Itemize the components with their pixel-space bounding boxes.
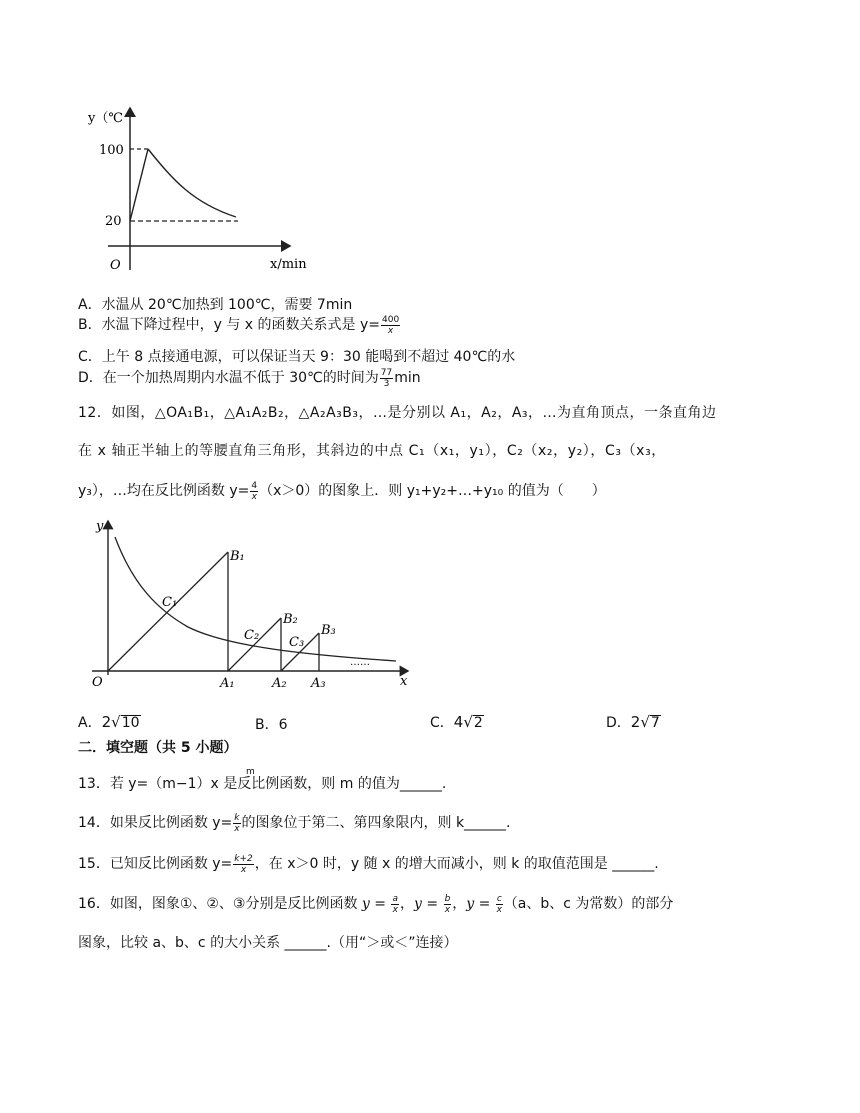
q16-prefix: 16．如图，图象①、②、③分别是反比例函数 <box>78 896 358 912</box>
x-label: x <box>400 674 408 689</box>
cooling-curve <box>148 149 236 217</box>
q12-option-a-coef: 2 <box>101 713 112 731</box>
q16-fraction-c <box>496 894 503 915</box>
q11-option-c: C．上午 8 点接通电源，可以保证当天 9：30 能喝到不超过 40℃的水 <box>78 349 516 365</box>
triangle-1-hyp <box>108 552 228 671</box>
q16-numerator-a: a <box>392 893 398 904</box>
x-axis-label: x/min <box>270 257 307 272</box>
q11-d-fraction <box>380 368 393 389</box>
continuation-dots: …… <box>350 657 370 668</box>
q12-option-d <box>606 712 661 732</box>
q12-option-a-radicand: 10 <box>121 715 140 731</box>
q14-suffix: 的图象位于第二、第四象限内，则 k______. <box>241 815 511 831</box>
q16-denominator-c: x <box>496 904 502 915</box>
radical-sign: √ <box>640 713 650 731</box>
a1-label: A₁ <box>220 676 235 691</box>
q11-d-numerator: 77 <box>380 367 393 378</box>
y-axis-label: y（℃ <box>88 111 123 126</box>
q12-line-1: 12．如图，△OA₁B₁，△A₁A₂B₂，△A₂A₃B₃，…是分别以 A₁，A₂，A₃，…为直角顶点，一条直角边 <box>78 405 717 421</box>
q11-option-a: A．水温从 20℃加热到 100℃，需要 7min <box>78 297 353 313</box>
b2-label: B₂ <box>283 612 298 627</box>
c2-label: C₂ <box>244 628 260 643</box>
q12-option-a-label: A． <box>78 715 102 731</box>
radical-sign: √ <box>111 713 121 731</box>
radical-sign: √ <box>463 713 473 731</box>
a3-label: A₃ <box>311 676 326 691</box>
q14-numerator: k <box>234 812 240 823</box>
q13-exponent: m <box>246 767 255 777</box>
q11-b-denominator: x <box>387 325 394 336</box>
origin-label: O <box>92 675 103 690</box>
c3-label: C₃ <box>289 635 305 650</box>
q12-option-c-radicand: 2 <box>473 715 483 731</box>
q12-line-3 <box>78 480 606 502</box>
q12-line-3-text: y₃），…均在反比例函数 y= <box>78 483 250 499</box>
q15-numerator: k+2 <box>234 853 253 864</box>
y-label: y <box>96 519 104 534</box>
q12-line-3-suffix: （x＞0）的图象上．则 y₁+y₂+…+y₁₀ 的值为（ ） <box>259 483 606 499</box>
q14-fraction <box>233 813 240 834</box>
q13-text: 13．若 y=（m−1）x 是反比例函数，则 m 的值为______. <box>78 776 447 792</box>
q11-b-numerator: 400 <box>382 314 400 325</box>
q16-suffix: （a、b、c 为常数）的部分 <box>503 896 674 912</box>
q11-option-b-text: B．水温下降过程中，y 与 x 的函数关系式是 y= <box>78 317 380 333</box>
q15-fraction <box>233 854 253 875</box>
q11-option-d-unit: min <box>394 370 421 386</box>
q16-denominator-a: x <box>392 904 398 915</box>
q12-option-d-radicand: 7 <box>650 715 660 731</box>
q15-suffix: ，在 x＞0 时，y 随 x 的增大而减小，则 k 的取值范围是 ______. <box>254 856 659 872</box>
q16-line-2: 图象，比较 a、b、c 的大小关系 ______.（用“＞或＜”连接） <box>78 935 458 951</box>
q16-fraction-a <box>391 894 399 915</box>
q11-b-fraction <box>381 315 400 336</box>
q13 <box>78 767 447 793</box>
q12-option-d-label: D． <box>606 715 631 731</box>
heating-line <box>130 149 148 221</box>
q16-numerator-c: c <box>496 893 502 904</box>
c1-label: C₁ <box>162 595 178 610</box>
q15-prefix: 15．已知反比例函数 y= <box>78 856 233 872</box>
q12-denominator: x <box>251 491 257 502</box>
b1-label: B₁ <box>230 549 245 564</box>
q11-d-denominator: 3 <box>383 378 390 389</box>
section-2-heading: 二．填空题（共 5 小题） <box>78 740 238 756</box>
q12-option-c-coef: 4 <box>453 713 464 731</box>
y-var: y <box>414 896 422 912</box>
q12-option-d-coef: 2 <box>630 713 641 731</box>
q12-option-c-label: C． <box>430 715 454 731</box>
q12-numerator: 4 <box>251 480 258 491</box>
q16-fraction-b <box>444 894 452 915</box>
y-var: y <box>466 896 475 912</box>
triangle-2-hyp <box>228 618 281 671</box>
q15 <box>78 853 659 875</box>
q14-denominator: x <box>234 823 240 834</box>
q12-fraction <box>250 481 258 502</box>
q12-option-c <box>430 712 484 732</box>
q12-line-2: 在 x 轴正半轴上的等腰直角三角形，其斜边的中点 C₁（x₁，y₁），C₂（x₂，y₂），C₃（x₃， <box>78 443 666 459</box>
q15-denominator: x <box>240 864 247 875</box>
q12-option-b: B．6 <box>255 717 288 733</box>
y-var: y <box>361 896 370 912</box>
temperature-graph <box>78 100 328 280</box>
b3-label: B₃ <box>321 623 336 638</box>
q11-option-d-text: D．在一个加热周期内水温不低于 30℃的时间为 <box>78 370 379 386</box>
triangles-graph <box>78 515 418 695</box>
q16-denominator-b: x <box>444 904 451 915</box>
a2-label: A₂ <box>272 676 287 691</box>
tick-100: 100 <box>99 143 124 158</box>
q14-prefix: 14．如果反比例函数 y= <box>78 815 233 831</box>
q16-numerator-b: b <box>444 893 451 904</box>
tick-20: 20 <box>105 214 122 229</box>
q16-line-1: 16．如图，图象①、②、③分别是反比例函数 y = $\frac{a}{x}$ ，y = $\frac{b}{x}$ ，y = $\frac{c}{x}$ （a、b、c 为常数）的部分 <box>78 893 674 915</box>
q11-option-b <box>78 314 401 336</box>
q14 <box>78 812 511 834</box>
origin-label: O <box>110 258 121 273</box>
q11-option-d <box>78 367 421 389</box>
q12-option-a <box>78 712 141 732</box>
